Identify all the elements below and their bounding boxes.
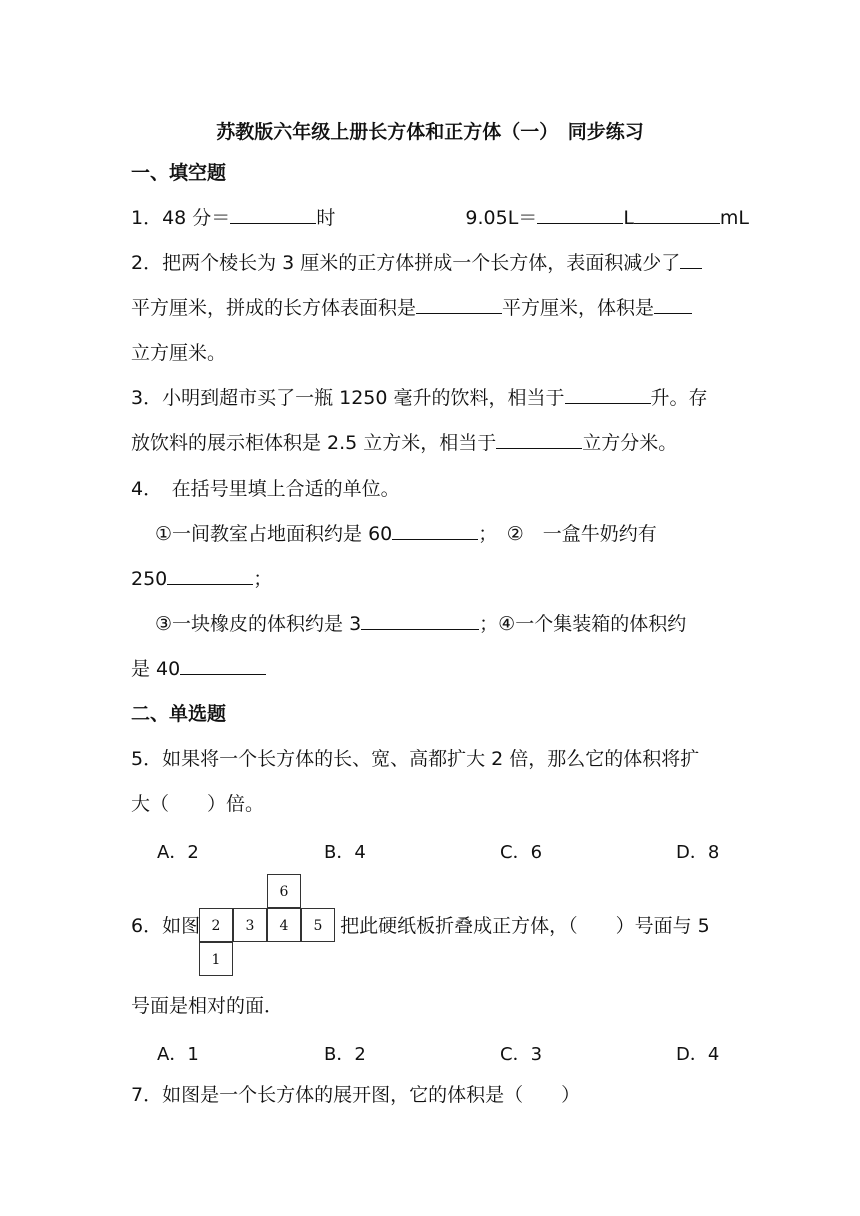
question-2: 2．把两个棱长为 3 厘米的正方体拼成一个长方体，表面积减少了 — [131, 251, 702, 275]
q6-option-c[interactable]: C．3 — [500, 1044, 543, 1065]
q6-option-b[interactable]: B．2 — [324, 1044, 366, 1065]
q5-option-d[interactable]: D．8 — [676, 842, 720, 863]
net-face-5: 5 — [301, 908, 335, 942]
question-6: 6．如图 把此硬纸板折叠成正方体，（ ）号面与 5 — [131, 915, 710, 937]
question-4-item-4: 是 40 — [131, 657, 266, 681]
q5-option-a[interactable]: A．2 — [157, 842, 199, 863]
question-4-item-3: ③一块橡皮的体积约是 3 ；④一个集装箱的体积约 — [155, 613, 687, 635]
net-face-4: 4 — [267, 908, 301, 942]
question-5-line-2: 大（ ）倍。 — [131, 793, 265, 815]
question-4-item-1: ①一间教室占地面积约是 60 ； ② 一盒牛奶约有 — [155, 523, 657, 545]
net-face-6: 6 — [267, 874, 301, 908]
q6-option-d[interactable]: D．4 — [676, 1044, 720, 1065]
net-face-1: 1 — [199, 942, 233, 976]
section-single-choice: 二、单选题 — [131, 703, 227, 725]
question-7: 7．如图是一个长方体的展开图，它的体积是（ ） — [131, 1084, 581, 1106]
question-2-line-3: 立方厘米。 — [131, 342, 227, 364]
question-4: 4． 在括号里填上合适的单位。 — [131, 478, 400, 500]
net-face-2: 2 — [199, 908, 233, 942]
q5-option-b[interactable]: B．4 — [324, 842, 366, 863]
question-6-line-2: 号面是相对的面． — [131, 995, 284, 1017]
net-face-3: 3 — [233, 908, 267, 942]
question-3: 3．小明到超市买了一瓶 1250 毫升的饮料，相当于 升。存 — [131, 387, 708, 409]
question-1: 1．48 分＝ 时 9.05L＝ L mL — [131, 207, 749, 229]
section-fill-blank: 一、填空题 — [131, 162, 227, 184]
page-title: 苏教版六年级上册长方体和正方体（一） 同步练习 — [216, 121, 644, 143]
question-3-line-2: 放饮料的展示柜体积是 2.5 立方米，相当于 立方分米。 — [131, 432, 678, 454]
q6-option-a[interactable]: A．1 — [157, 1044, 199, 1065]
q5-option-c[interactable]: C．6 — [500, 842, 543, 863]
question-4-item-2: 250 ； — [131, 568, 273, 590]
question-5: 5．如果将一个长方体的长、宽、高都扩大 2 倍，那么它的体积将扩 — [131, 748, 700, 770]
cube-net-figure — [199, 873, 339, 978]
question-2-line-2: 平方厘米，拼成的长方体表面积是 平方厘米，体积是 — [131, 296, 692, 320]
